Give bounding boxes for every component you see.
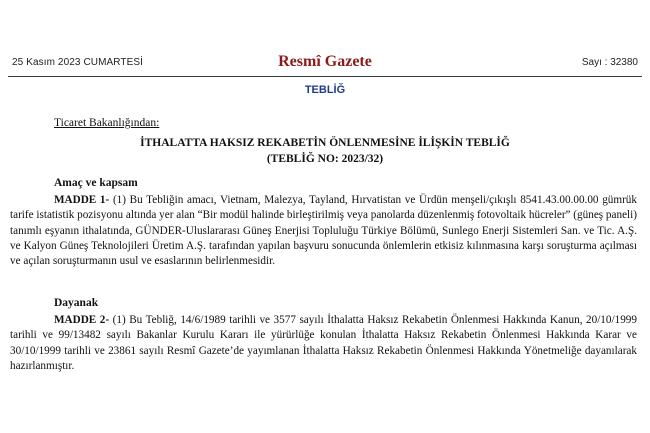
article-2-label: MADDE 2- [54,314,110,326]
article-1-text: (1) Bu Tebliğin amacı, Vietnam, Malezya, Tayland, Hırvatistan ve Ürdün menşeli/çıkışlı 8541.43.00.00.00 gümrük tarife istatistik pozisyonu altında yer alan “Bir modül halinde birleştirilmiş veya panolarda düzenlenmiş fotovoltaik hücreler” (güneş paneli) tanımlı eşyanın ithalatında, GÜNDER-Uluslararası Güneş Enerjisi Topluluğu Türkiye Bölümü, Sunlego Enerji Sistemleri San. ve Tic. A.Ş. ve Kalyon Güneş Teknolojileri Üretim A.Ş. tarafından yapılan başvuru sonucunda önlemlerin etkisiz kılınmasına karşı soruşturma açılması ve açılan soruşturmanın usul ve esaslarının belirlenmesidir. [10,194,637,268]
section-heading-basis: Dayanak [54,297,99,309]
article-1-paragraph [10,193,637,269]
issue-number: Sayı : 32380 [581,57,638,68]
gazette-title: Resmî Gazete [278,53,372,70]
header-divider [8,76,642,77]
gazette-header [6,52,644,74]
document-number: (TEBLİĞ NO: 2023/32) [266,153,384,165]
article-2-text: (1) Bu Tebliğ, 14/6/1989 tarihli ve 3577 sayılı İthalatta Haksız Rekabetin Önlenmesi Hakkında Kanun, 20/10/1999 tarihli ve 99/13482 sayılı Bakanlar Kurulu Kararı ile yürürlüğe konulan İthalatta Haksız Rekabetin Önlenmesi Hakkında Karar ve 30/10/1999 tarihli ve 23861 sayılı Resmî Gazete’de yayımlanan İthalatta Haksız Rekabetin Önlenmesi Hakkında Yönetmeliğe dayanılarak hazırlanmıştır. [10,314,637,372]
article-1-label: MADDE 1- [54,194,110,206]
publication-date: 25 Kasım 2023 CUMARTESİ [12,57,144,68]
issuing-ministry: Ticaret Bakanlığından: [54,117,160,129]
article-2-paragraph [10,313,637,374]
section-label: TEBLİĞ [304,84,346,96]
document-title: İTHALATTA HAKSIZ REKABETİN ÖNLENMESİNE İLİŞKİN TEBLİĞ [140,137,510,149]
section-heading-purpose: Amaç ve kapsam [54,177,138,189]
